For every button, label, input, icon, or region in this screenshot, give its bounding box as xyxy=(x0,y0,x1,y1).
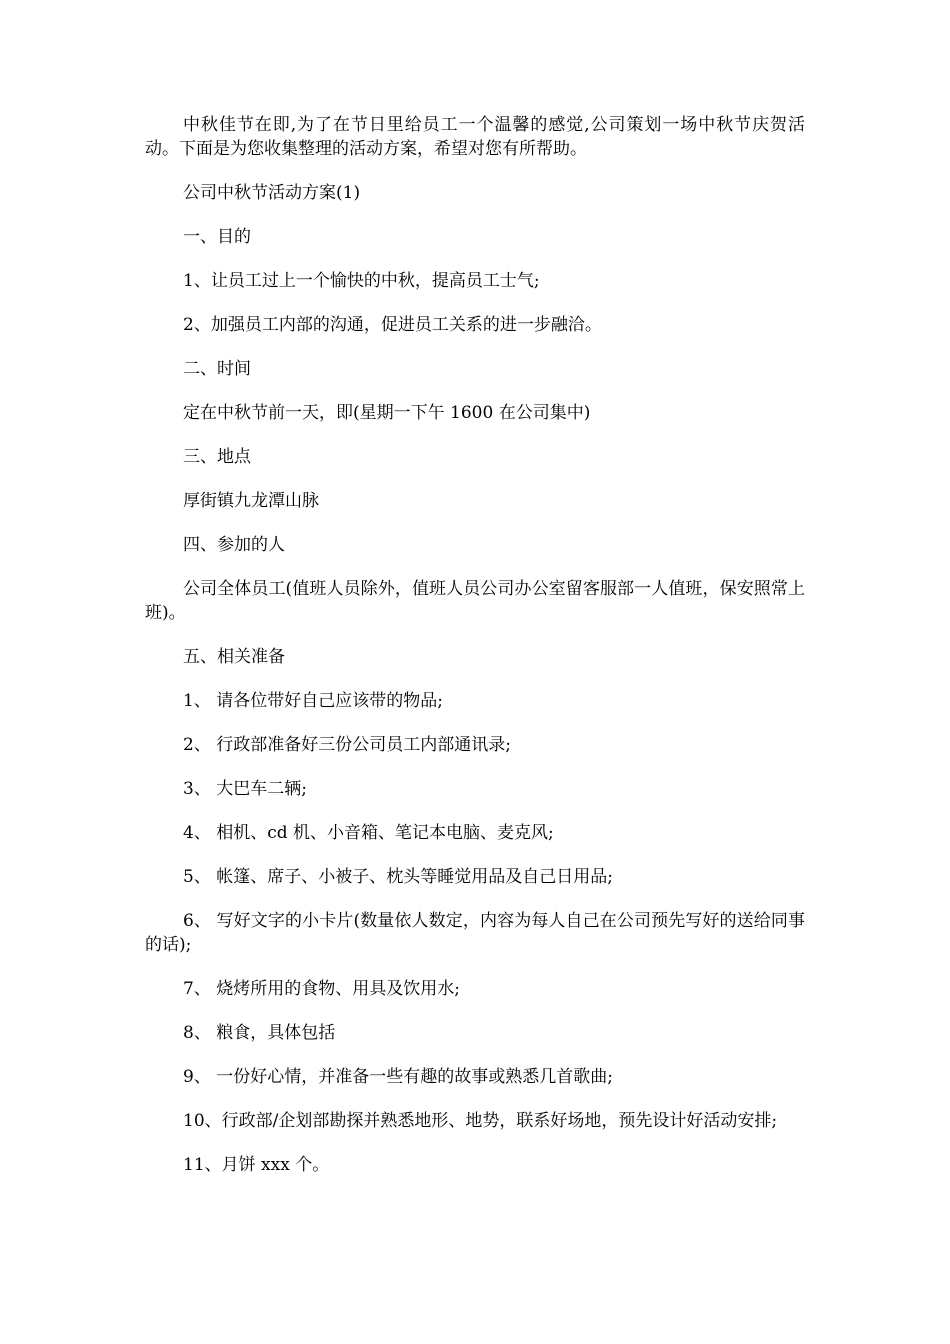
section-heading-location: 三、地点 xyxy=(183,447,251,467)
section-heading-preparation: 五、相关准备 xyxy=(183,647,285,667)
preparation-item-3: 3、 大巴车二辆; xyxy=(183,779,307,799)
location-paragraph: 厚街镇九龙潭山脉 xyxy=(183,491,319,511)
document-body xyxy=(145,113,805,1197)
participants-paragraph: 公司全体员工(值班人员除外，值班人员公司办公室留客服部一人值班，保安照常上班)。 xyxy=(145,579,805,623)
preparation-item-11: 11、月饼 xxx 个。 xyxy=(183,1155,330,1175)
time-paragraph: 定在中秋节前一天，即(星期一下午 1600 在公司集中) xyxy=(183,403,591,423)
preparation-item-6: 6、 写好文字的小卡片(数量依人数定，内容为每人自己在公司预先写好的送给同事的话); xyxy=(145,911,805,955)
section-heading-time: 二、时间 xyxy=(183,359,251,379)
preparation-item-2: 2、 行政部准备好三份公司员工内部通讯录; xyxy=(183,735,511,755)
preparation-item-7: 7、 烧烤所用的食物、用具及饮用水; xyxy=(183,979,460,999)
preparation-item-4: 4、 相机、cd 机、小音箱、笔记本电脑、麦克风; xyxy=(183,823,554,843)
section-heading-participants: 四、参加的人 xyxy=(183,535,285,555)
preparation-item-8: 8、 粮食，具体包括 xyxy=(183,1023,336,1043)
intro-paragraph: 中秋佳节在即,为了在节日里给员工一个温馨的感觉,公司策划一场中秋节庆贺活动。下面是为您收集整理的活动方案，希望对您有所帮助。 xyxy=(145,115,805,159)
purpose-item-2: 2、加强员工内部的沟通，促进员工关系的进一步融洽。 xyxy=(183,315,602,335)
plan-title: 公司中秋节活动方案(1) xyxy=(183,183,361,203)
section-heading-purpose: 一、目的 xyxy=(183,227,251,247)
purpose-item-1: 1、让员工过上一个愉快的中秋，提高员工士气; xyxy=(183,271,540,291)
preparation-item-9: 9、 一份好心情，并准备一些有趣的故事或熟悉几首歌曲; xyxy=(183,1067,613,1087)
preparation-item-1: 1、 请各位带好自己应该带的物品; xyxy=(183,691,443,711)
preparation-item-5: 5、 帐篷、席子、小被子、枕头等睡觉用品及自己日用品; xyxy=(183,867,613,887)
preparation-item-10: 10、行政部/企划部勘探并熟悉地形、地势，联系好场地，预先设计好活动安排; xyxy=(183,1111,778,1131)
